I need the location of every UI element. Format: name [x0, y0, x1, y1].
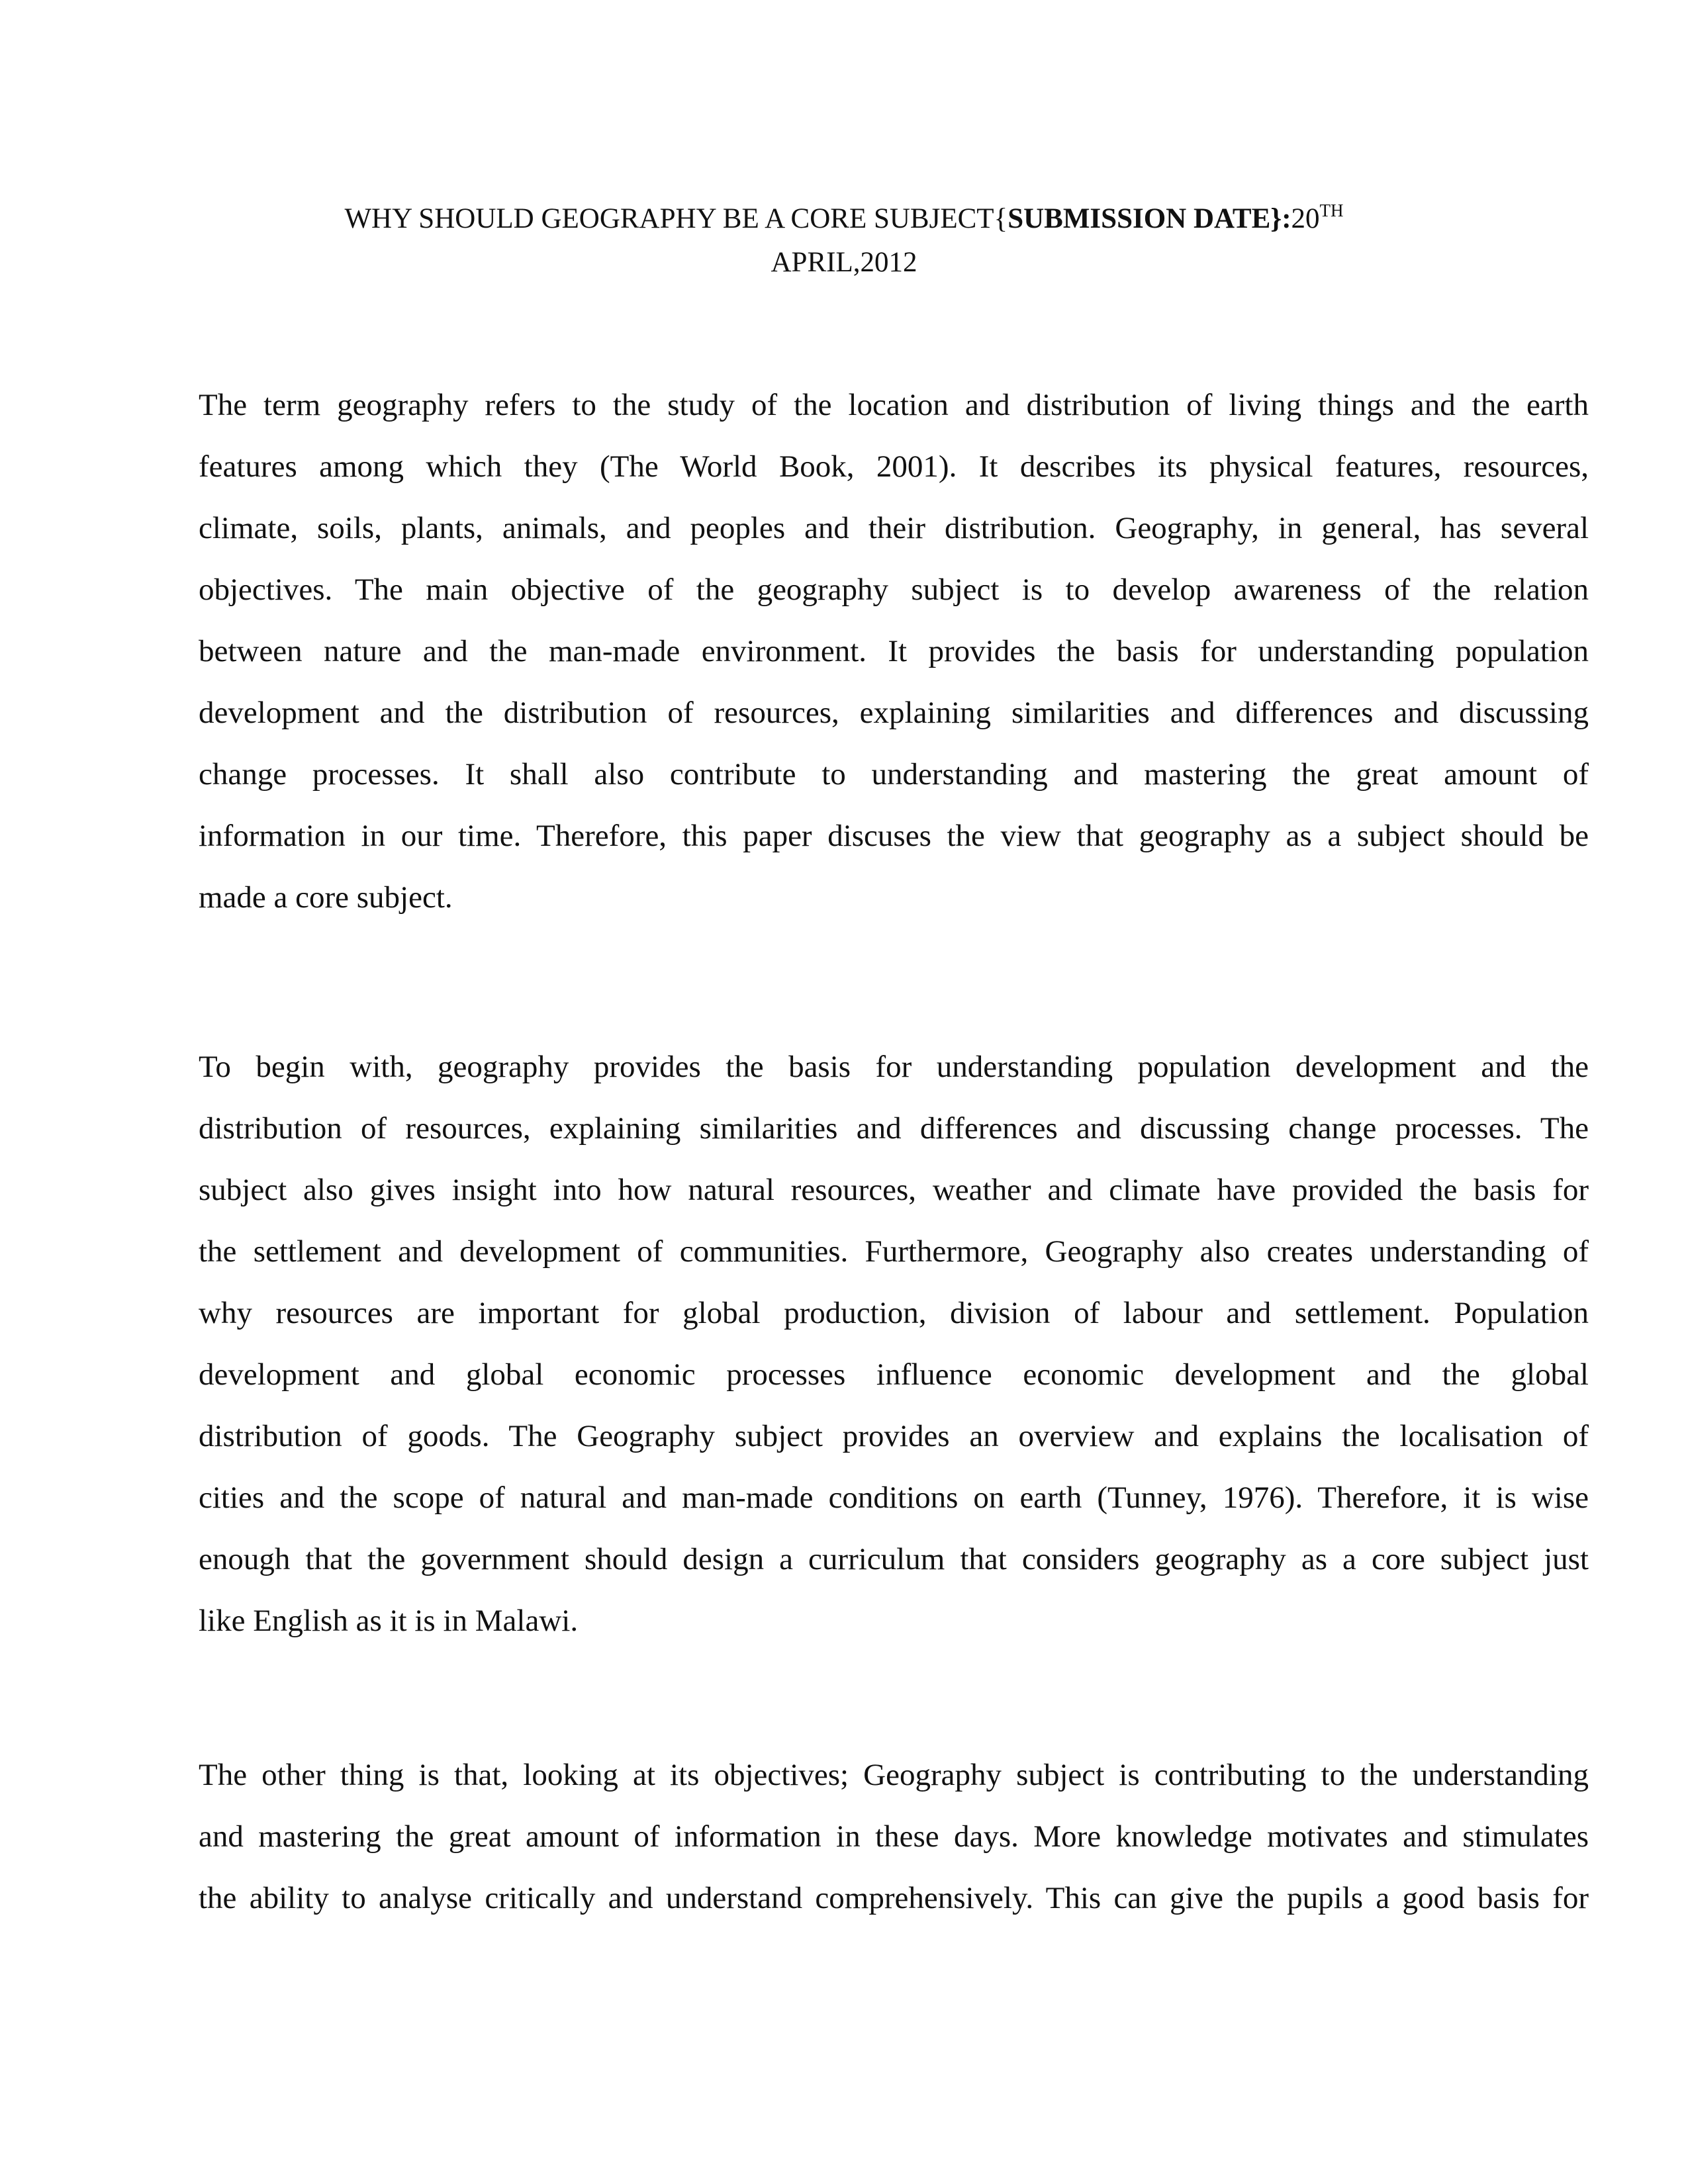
paragraph-introduction [199, 375, 1589, 929]
paragraph-line: cities and the scope of natural and man-made conditions on earth (Tunney, 1976). Therefore, it is wise [199, 1480, 1589, 1515]
paragraph-line: climate, soils, plants, animals, and peoples and their distribution. Geography, in general, has several [199, 511, 1589, 545]
paragraph-line: development and the distribution of resources, explaining similarities and differences and discussing [199, 696, 1589, 730]
title-date-day: 20 [1291, 203, 1320, 234]
paragraph-line: the settlement and development of communities. Furthermore, Geography also creates understanding of [199, 1234, 1589, 1269]
paragraph-line: information in our time. Therefore, this paper discuses the view that geography as a subject should be [199, 819, 1589, 853]
paragraph-line: the ability to analyse critically and understand comprehensively. This can give the pupils a good basis for [199, 1881, 1589, 1915]
title-date-line: APRIL,2012 [771, 247, 917, 278]
paragraph-line: made a core subject. [199, 880, 453, 915]
paragraph-line: development and global economic processes influence economic development and the global [199, 1357, 1589, 1392]
title-submission-date-label: SUBMISSION DATE}: [1008, 203, 1291, 234]
paragraph-line: To begin with, geography provides the basis for understanding population development and the [199, 1050, 1589, 1084]
paragraph-line: subject also gives insight into how natural resources, weather and climate have provided the basis for [199, 1173, 1589, 1207]
paragraph-line: objectives. The main objective of the geography subject is to develop awareness of the relation [199, 572, 1589, 607]
paragraph-line: like English as it is in Malawi. [199, 1604, 579, 1638]
paragraph-line: enough that the government should design a curriculum that considers geography as a core subject just [199, 1542, 1589, 1576]
paragraph-line: change processes. It shall also contribute to understanding and mastering the great amount of [199, 757, 1589, 792]
paragraph-line: between nature and the man-made environment. It provides the basis for understanding population [199, 634, 1589, 668]
paragraph-line: why resources are important for global production, division of labour and settlement. Population [199, 1296, 1589, 1330]
paragraph-line: distribution of resources, explaining similarities and differences and discussing change processes. The [199, 1111, 1589, 1146]
paragraph-line: The other thing is that, looking at its objectives; Geography subject is contributing to the understanding [199, 1758, 1589, 1792]
title-date-superscript: TH [1319, 201, 1344, 220]
paragraph-body-1 [199, 1036, 1589, 1652]
paragraph-body-2 [199, 1745, 1589, 1929]
document-title [199, 199, 1489, 283]
paragraph-line: distribution of goods. The Geography subject provides an overview and explains the localisation of [199, 1419, 1589, 1453]
paragraph-line: and mastering the great amount of information in these days. More knowledge motivates and stimulates [199, 1819, 1589, 1854]
title-text: WHY SHOULD GEOGRAPHY BE A CORE SUBJECT{ [344, 203, 1008, 234]
paragraph-line: features among which they (The World Book, 2001). It describes its physical features, resources, [199, 449, 1589, 484]
paragraph-line: The term geography refers to the study of the location and distribution of living things and the earth [199, 388, 1589, 422]
